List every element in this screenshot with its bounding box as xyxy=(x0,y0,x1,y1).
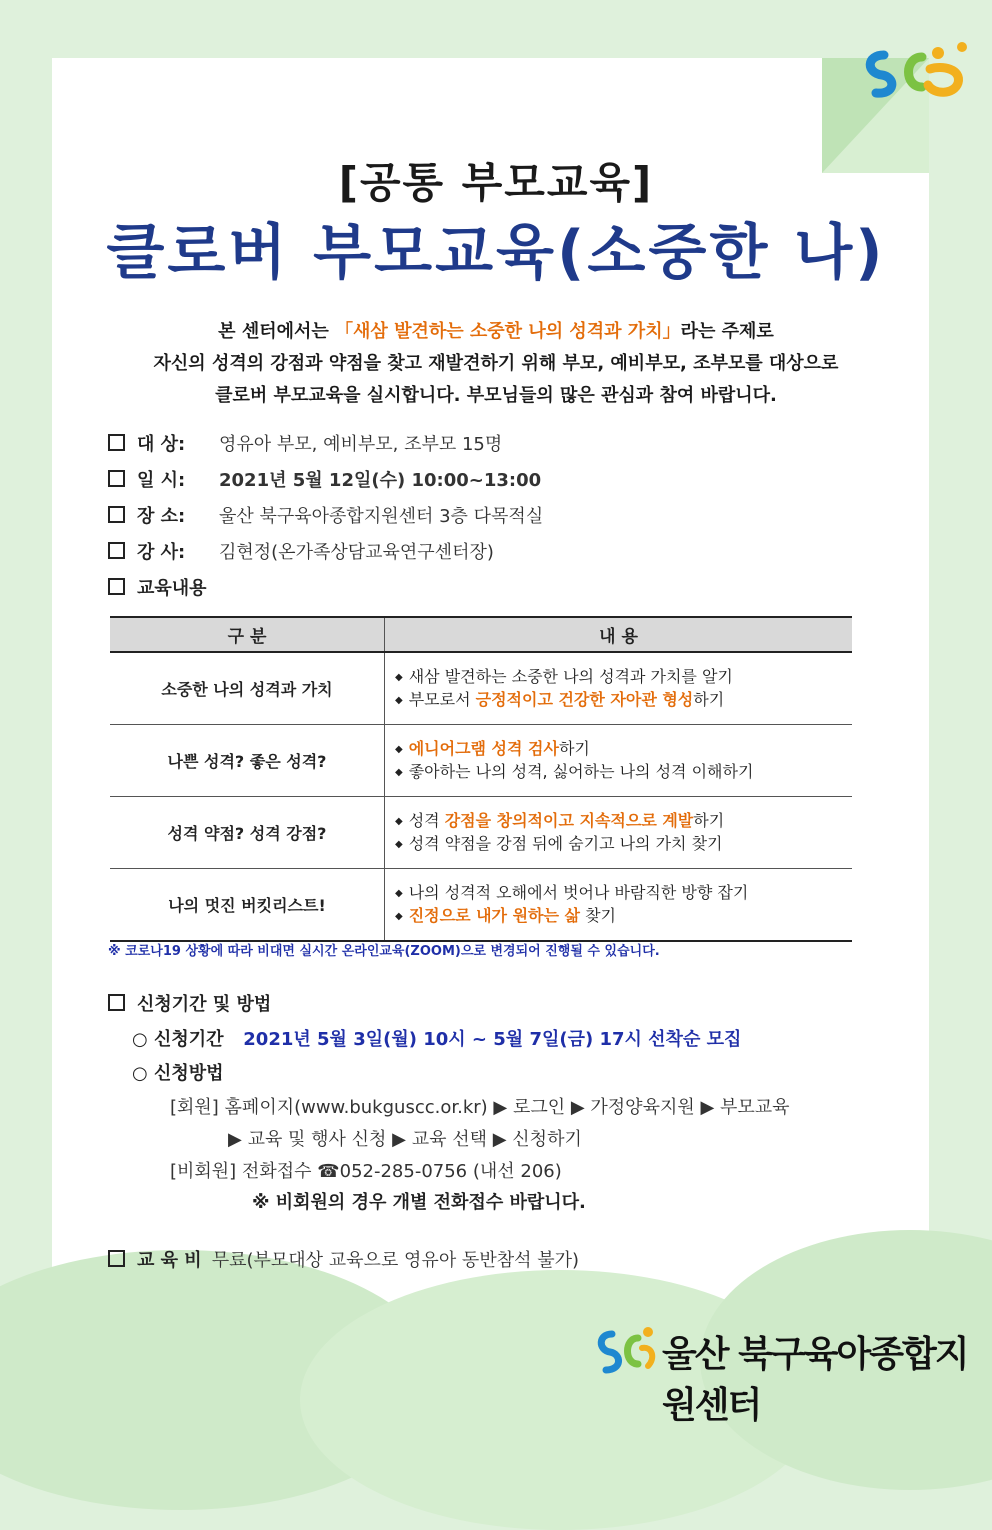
row-bullet-text: 좋아하는 나의 성격, 싫어하는 나의 성격 이해하기 xyxy=(408,761,754,781)
info-label: 일 시: xyxy=(137,470,186,491)
bullet-icon: ◆ xyxy=(395,766,403,778)
intro-text-part: 본 센터에서는 xyxy=(218,321,336,342)
bullet-icon: ◆ xyxy=(395,838,403,850)
table-row xyxy=(110,652,852,725)
table-header: 구 분 xyxy=(110,617,385,652)
info-label: 대 상: xyxy=(137,434,186,455)
row-highlight: 진정으로 내가 원하는 삶 xyxy=(408,905,580,925)
info-label: 교육내용 xyxy=(137,578,207,599)
info-value: 영유아 부모, 예비부모, 조부모 15명 xyxy=(219,434,503,455)
nonmember-apply-line: [비회원] 전화접수 ☎052-285-0756 (내선 206) xyxy=(170,1161,562,1182)
table-row xyxy=(110,797,852,869)
info-label: 강 사: xyxy=(137,542,186,563)
row-bullet-text: 하기 xyxy=(693,689,725,709)
bullet-icon: ◆ xyxy=(395,910,403,922)
member-apply-line-2: ▶ 교육 및 행사 신청 ▶ 교육 선택 ▶ 신청하기 xyxy=(228,1129,582,1150)
intro-text-part: 라는 주제로 xyxy=(680,321,774,342)
curriculum-table xyxy=(110,616,852,942)
checkbox-icon xyxy=(108,1250,125,1267)
page-title: 클로버 부모교육(소중한 나) xyxy=(106,218,886,288)
center-logo-icon xyxy=(596,1322,656,1380)
info-value: 2021년 5월 12일(수) 10:00~13:00 xyxy=(219,470,542,491)
row-title: 나의 멋진 버킷리스트! xyxy=(110,869,385,942)
row-title: 소중한 나의 성격과 가치 xyxy=(110,652,385,725)
bullet-icon: ◆ xyxy=(395,694,403,706)
period-value: 2021년 5월 3일(월) 10시 ~ 5월 7일(금) 17시 선착순 모집 xyxy=(243,1029,742,1050)
covid-note: ※ 코로나19 상황에 따라 비대면 실시간 온라인교육(ZOOM)으로 변경되어 진행될 수 있습니다. xyxy=(108,944,660,959)
info-target xyxy=(108,430,502,456)
row-highlight: 에니어그램 성격 검사 xyxy=(408,738,559,758)
checkbox-icon xyxy=(108,506,125,523)
row-bullet-text: 성격 xyxy=(408,810,445,830)
info-content xyxy=(108,574,207,600)
info-value: 김현정(온가족상담교육연구센터장) xyxy=(219,542,494,563)
checkbox-icon xyxy=(108,578,125,595)
bullet-icon: ◆ xyxy=(395,815,403,827)
intro-line-2: 자신의 성격의 강점과 약점을 찾고 재발견하기 위해 부모, 예비부모, 조부모를 대상으로 xyxy=(153,353,839,374)
center-name: 울산 북구육아종합지원센터 xyxy=(662,1334,968,1426)
fee-value: 무료(부모대상 교육으로 영유아 동반참석 불가) xyxy=(211,1250,580,1271)
section-label: 신청기간 및 방법 xyxy=(137,994,272,1015)
row-title: 나쁜 성격? 좋은 성격? xyxy=(110,725,385,797)
table-header-row xyxy=(110,617,852,652)
intro-highlight: 「새삼 발견하는 소중한 나의 성격과 가치」 xyxy=(335,321,681,342)
subtitle: [공통 부모교육] xyxy=(338,158,654,207)
info-label: 장 소: xyxy=(137,506,186,527)
checkbox-icon xyxy=(108,470,125,487)
row-bullet-text: 나의 성격적 오해에서 벗어나 바람직한 방향 잡기 xyxy=(408,882,749,902)
intro-text xyxy=(60,316,932,412)
row-bullet-text: 새삼 발견하는 소중한 나의 성격과 가치를 알기 xyxy=(408,666,733,686)
row-title: 성격 약점? 성격 강점? xyxy=(110,797,385,869)
checkbox-icon xyxy=(108,994,125,1011)
row-content xyxy=(385,725,853,797)
table-row xyxy=(110,869,852,942)
row-content xyxy=(385,869,853,942)
intro-line-3: 클로버 부모교육을 실시합니다. 부모님들의 많은 관심과 참여 바랍니다. xyxy=(215,385,777,406)
nonmember-note: ※ 비회원의 경우 개별 전화접수 바랍니다. xyxy=(252,1192,586,1213)
row-bullet-text: 하기 xyxy=(693,810,725,830)
bullet-icon: ◆ xyxy=(395,887,403,899)
info-value: 울산 북구육아종합지원센터 3층 다목적실 xyxy=(219,506,544,527)
checkbox-icon xyxy=(108,542,125,559)
member-apply-line: [회원] 홈페이지(www.bukguscc.or.kr) ▶ 로그인 ▶ 가정양육지원 ▶ 부모교육 xyxy=(170,1097,790,1118)
bullet-icon: ◆ xyxy=(395,743,403,755)
row-bullet-text: 하기 xyxy=(558,738,590,758)
row-highlight: 긍정적이고 건강한 자아관 형성 xyxy=(475,689,694,709)
row-content xyxy=(385,652,853,725)
table-row xyxy=(110,725,852,797)
info-date xyxy=(108,466,541,492)
row-bullet-text: 부모로서 xyxy=(408,689,476,709)
row-content xyxy=(385,797,853,869)
intro-line-1 xyxy=(60,316,932,348)
apply-section-title xyxy=(108,990,271,1016)
fee-info xyxy=(108,1246,579,1272)
row-highlight: 강점을 창의적이고 지속적으로 계발 xyxy=(444,810,694,830)
period-label: ○ 신청기간 xyxy=(132,1029,224,1050)
center-logo-icon xyxy=(862,35,982,105)
fee-label: 교 육 비 xyxy=(137,1250,202,1271)
info-lecturer xyxy=(108,538,494,564)
bullet-icon: ◆ xyxy=(395,671,403,683)
info-place xyxy=(108,502,543,528)
apply-method-label: ○ 신청방법 xyxy=(132,1063,224,1084)
table-header: 내 용 xyxy=(385,617,853,652)
checkbox-icon xyxy=(108,434,125,451)
row-bullet-text: 찾기 xyxy=(579,905,616,925)
apply-period xyxy=(132,1025,741,1051)
row-bullet-text: 성격 약점을 강점 뒤에 숨기고 나의 가치 찾기 xyxy=(408,833,723,853)
